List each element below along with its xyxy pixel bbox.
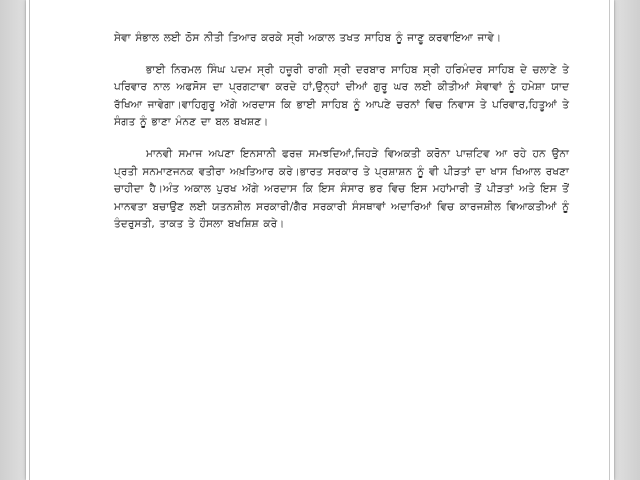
document-body	[114, 30, 569, 248]
page-left-border	[29, 0, 30, 480]
page-right-border	[609, 0, 610, 480]
paragraph-condolence: ਭਾਈ ਨਿਰਮਲ ਸਿੰਘ ਪਦਮ ਸ੍ਰੀ ਹਜ਼ੂਰੀ ਰਾਗੀ ਸ੍ਰੀ ਦਰਬਾਰ ਸਾਹਿਬ ਸ੍ਰੀ ਹਰਿਮੰਦਰ ਸਾਹਿਬ ਦੇ ਚਲਾਣੇ ਤੇ ਪਰਿਵਾਰ ਨਾਲ ਅਫਸੋਸ ਦਾ ਪ੍ਰਗਟਾਵਾ ਕਰਦੇ ਹਾਂ,ਉਨ੍ਹਾਂ ਦੀਆਂ ਗੁਰੂ ਘਰ ਲਈ ਕੀਤੀਆਂ ਸੇਵਾਵਾਂ ਨੂੰ ਹਮੇਸ਼ਾ ਯਾਦ ਰੱਖਿਆ ਜਾਵੇਗਾ।ਵਾਹਿਗੁਰੂ ਅੱਗੇ ਅਰਦਾਸ ਕਿ ਭਾਈ ਸਾਹਿਬ ਨੂੰ ਆਪਣੇ ਚਰਨਾਂ ਵਿਚ ਨਿਵਾਸ ਤੇ ਪਰਿਵਾਰ,ਹਿਤੂਆਂ ਤੇ ਸੰਗਤ ਨੂੰ ਭਾਣਾ ਮੰਨਣ ਦਾ ਬਲ ਬਖਸ਼ਣ।	[114, 63, 569, 129]
document-page	[26, 0, 614, 480]
paragraph-prayer: ਮਾਨਵੀ ਸਮਾਜ ਅਪਣਾ ਇਨਸਾਨੀ ਫਰਜ਼ ਸਮਝਦਿਆਂ,ਜਿਹੜੇ ਵਿਅਕਤੀ ਕਰੋਨਾ ਪਾਜ਼ਟਿਵ ਆ ਰਹੇ ਹਨ ਉਨਾ ਪ੍ਰਤੀ ਸਨਮਾਣਜਨਕ ਵਤੀਰਾ ਅਖ਼ਤਿਆਰ ਕਰੇ।ਭਾਰਤ ਸਰਕਾਰ ਤੇ ਪ੍ਰਸ਼ਾਸ਼ਨ ਨੂੰ ਵੀ ਪੀੜਤਾਂ ਦਾ ਖਾਸ ਖਿਆਲ ਰਖਣਾ ਚਾਹੀਦਾ ਹੈ।ਅੰਤ ਅਕਾਲ ਪੁਰਖ ਅੱਗੇ ਅਰਦਾਸ ਕਿ ਇਸ ਸੰਸਾਰ ਭਰ ਵਿਚ ਇਸ ਮਹਾਂਮਾਰੀ ਤੋਂ ਪੀੜਤਾਂ ਅਤੇ ਇਸ ਤੋਂ ਮਾਨਵਤਾ ਬਚਾਉਣ ਲਈ ਯਤਨਸ਼ੀਲ ਸਰਕਾਰੀ/ਗੈਰ ਸਰਕਾਰੀ ਸੰਸਥਾਵਾਂ ਅਦਾਰਿਆਂ ਵਿਚ ਕਾਰਜਸ਼ੀਲ ਵਿਆਕਤੀਆਂ ਨੂੰ ਤੰਦਰੁਸਤੀ, ਤਾਕਤ ਤੇ ਹੌਸਲਾ ਬਖਸ਼ਿਸ਼ ਕਰੇ।	[114, 147, 569, 231]
paragraph-continuation: ਸੇਵਾ ਸੰਭਾਲ ਲਈ ਠੋਸ ਨੀਤੀ ਤਿਆਰ ਕਰਕੇ ਸ੍ਰੀ ਅਕਾਲ ਤਖਤ ਸਾਹਿਬ ਨੂੰ ਜਾਣੂ ਕਰਵਾਇਆ ਜਾਵੇ।	[114, 32, 502, 44]
